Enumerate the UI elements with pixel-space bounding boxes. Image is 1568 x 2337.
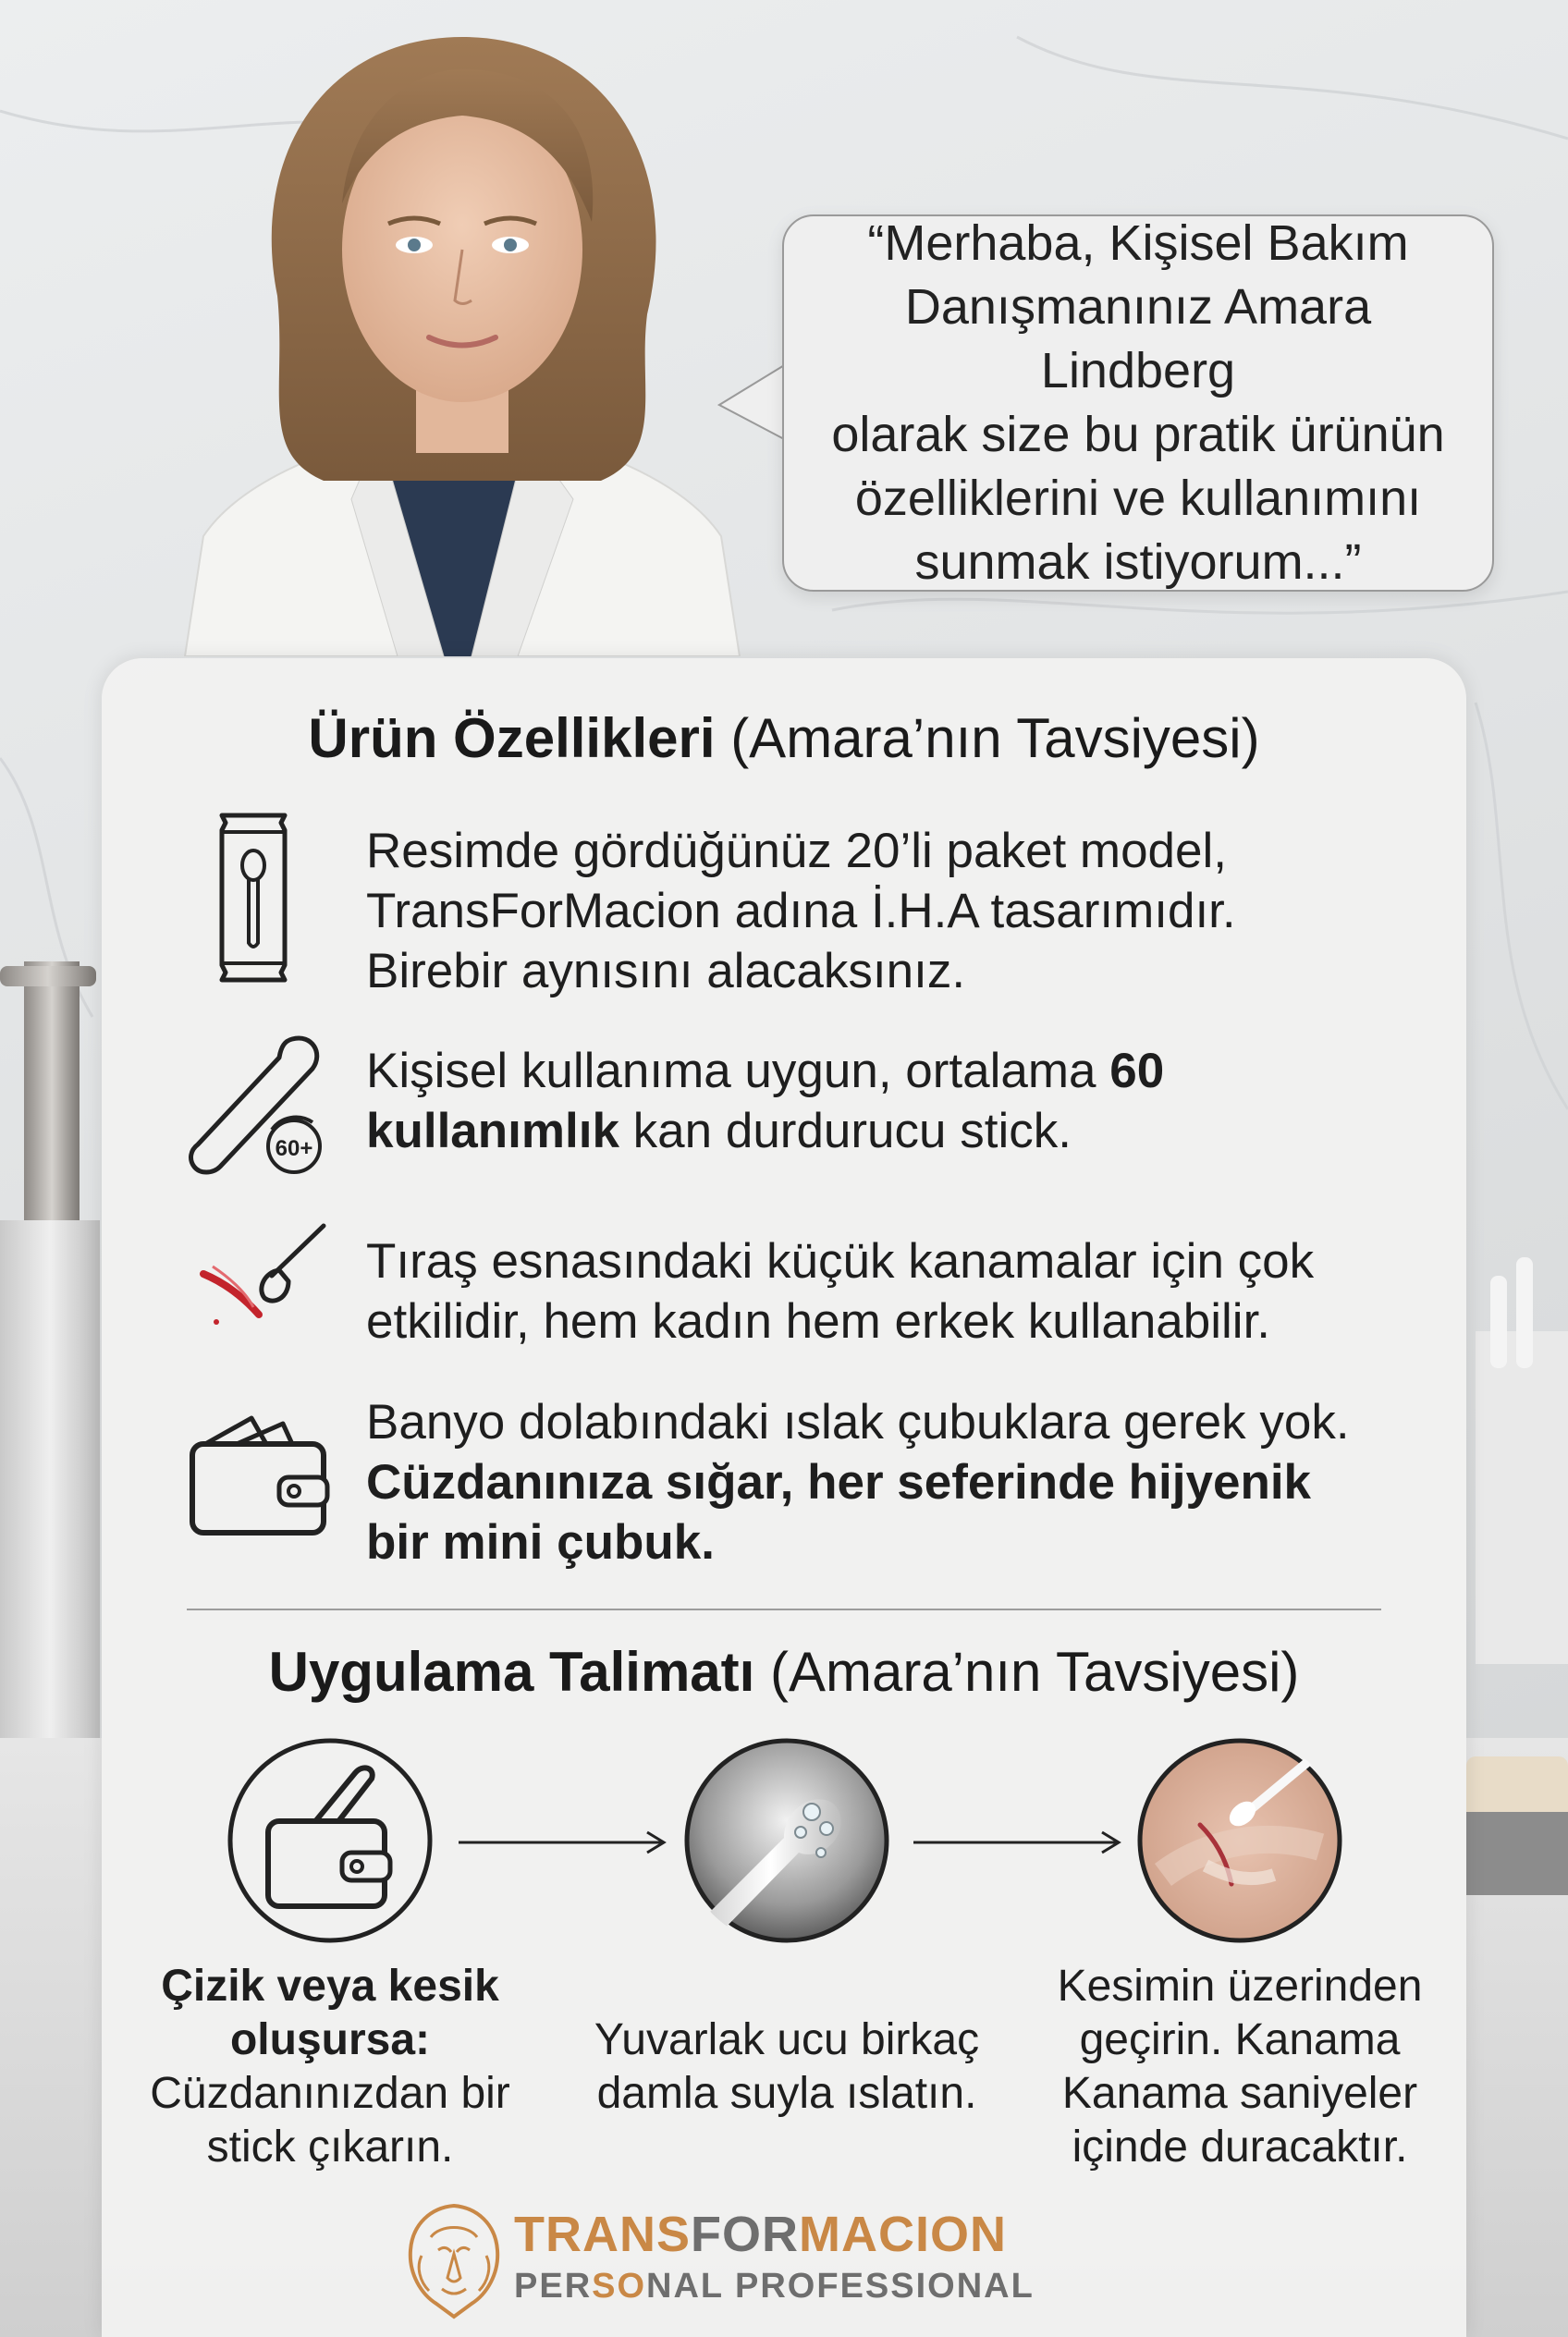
feature-line — [366, 1041, 1429, 1101]
logo-part: SO — [592, 2267, 647, 2306]
step-line: stick çıkarın. — [206, 2123, 454, 2172]
wet-stick-icon — [682, 1736, 891, 1945]
instructions-title — [102, 1640, 1466, 1705]
speech-line: özelliklerini ve kullanımını — [854, 471, 1422, 526]
wallet-icon — [187, 1413, 335, 1542]
step-line: geçirin. Kanama — [1079, 2015, 1401, 2064]
step-line-bold: oluşursa: — [229, 2015, 431, 2064]
feature-text — [366, 821, 1429, 1001]
feature-line — [366, 1101, 1429, 1161]
feature-line: etkilidir, hem kadın hem erkek kullanabilir. — [366, 1294, 1271, 1349]
instructions-title-light: (Amara’nın Tavsiyesi) — [769, 1641, 1300, 1703]
instructions-title-bold: Uygulama Talimatı — [268, 1641, 755, 1703]
feature-text — [366, 1041, 1429, 1161]
step-1-text — [115, 1960, 545, 2174]
step-line: Kanama saniyeler — [1061, 2069, 1418, 2118]
step-line-bold: Çizik veya kesik — [161, 1962, 499, 2011]
feature-text — [366, 1392, 1429, 1572]
step-line: içinde duracaktır. — [1072, 2123, 1408, 2172]
features-title-bold: Ürün Özellikleri — [308, 707, 716, 769]
features-title-light: (Amara’nın Tavsiyesi) — [730, 707, 1260, 769]
speech-bubble-text — [821, 212, 1455, 594]
feature-line-part: Kişisel kullanıma uygun, ortalama — [366, 1044, 1110, 1098]
step-line — [115, 2013, 545, 2067]
brand-logo — [403, 2200, 1087, 2320]
soap-dispenser — [0, 961, 100, 1738]
logo-part: MACION — [799, 2207, 1007, 2262]
logo-part: TRANS — [514, 2207, 691, 2262]
speech-line: Danışmanınız Amara Lindberg — [904, 279, 1372, 398]
logo-part: FOR — [691, 2207, 799, 2262]
feature-line — [366, 1512, 1429, 1572]
feature-text — [366, 1231, 1429, 1352]
step-line: Kesimin üzerinden — [1057, 1962, 1423, 2011]
step-line: damla suyla ıslatın. — [596, 2069, 977, 2118]
speech-line: sunmak istiyorum...” — [914, 534, 1362, 590]
arrow-icon — [912, 1829, 1124, 1856]
lion-logo-icon — [403, 2200, 505, 2320]
info-card — [102, 658, 1466, 2337]
logo-wordmark — [514, 2206, 1007, 2263]
feature-line-bold: kullanımlık — [366, 1104, 619, 1158]
step-2-text — [566, 2013, 1008, 2121]
step-line: Cüzdanınızdan bir — [150, 2069, 510, 2118]
feature-line: Tıraş esnasındaki küçük kanamalar için çok — [366, 1234, 1315, 1289]
feature-line: TransForMacion adına İ.H.A tasarımıdır. — [366, 884, 1236, 938]
feature-line-bold: bir mini çubuk. — [366, 1515, 715, 1570]
speech-bubble — [782, 214, 1494, 592]
step-line: Yuvarlak ucu birkaç — [594, 2015, 980, 2064]
speech-line: “Merhaba, Kişisel Bakım — [867, 215, 1409, 271]
apply-on-cut-icon — [1135, 1736, 1344, 1945]
logo-part: PER — [514, 2267, 593, 2306]
feature-line-part: kan durdurucu stick. — [619, 1104, 1072, 1158]
cut-swab-icon — [198, 1218, 337, 1329]
logo-part: NAL PROFESSIONAL — [646, 2267, 1035, 2306]
arrow-icon — [457, 1829, 669, 1856]
step-3-text — [1026, 1960, 1453, 2174]
step-line — [115, 1960, 545, 2013]
speech-line: olarak size bu pratik ürünün — [831, 407, 1445, 462]
logo-tagline — [514, 2267, 1035, 2306]
speech-bubble-tail — [717, 362, 791, 446]
stick-60-icon — [183, 1030, 331, 1178]
consultant-portrait — [166, 18, 758, 656]
feature-line — [366, 1452, 1429, 1512]
feature-line: Banyo dolabındaki ıslak çubuklara gerek yok. — [366, 1395, 1350, 1450]
feature-line-bold: 60 — [1109, 1044, 1165, 1098]
toothbrush-holder — [1466, 1257, 1568, 1895]
stick-60-badge: 60+ — [275, 1136, 313, 1161]
features-title — [102, 706, 1466, 771]
packet-icon — [218, 812, 288, 984]
section-divider — [187, 1609, 1381, 1610]
wallet-stick-icon — [226, 1736, 435, 1945]
feature-line: Birebir aynısını alacaksınız. — [366, 944, 966, 998]
feature-line-bold: Cüzdanınıza sığar, her seferinde hijyenik — [366, 1455, 1312, 1510]
feature-line: Resimde gördüğünüz 20’li paket model, — [366, 824, 1227, 878]
